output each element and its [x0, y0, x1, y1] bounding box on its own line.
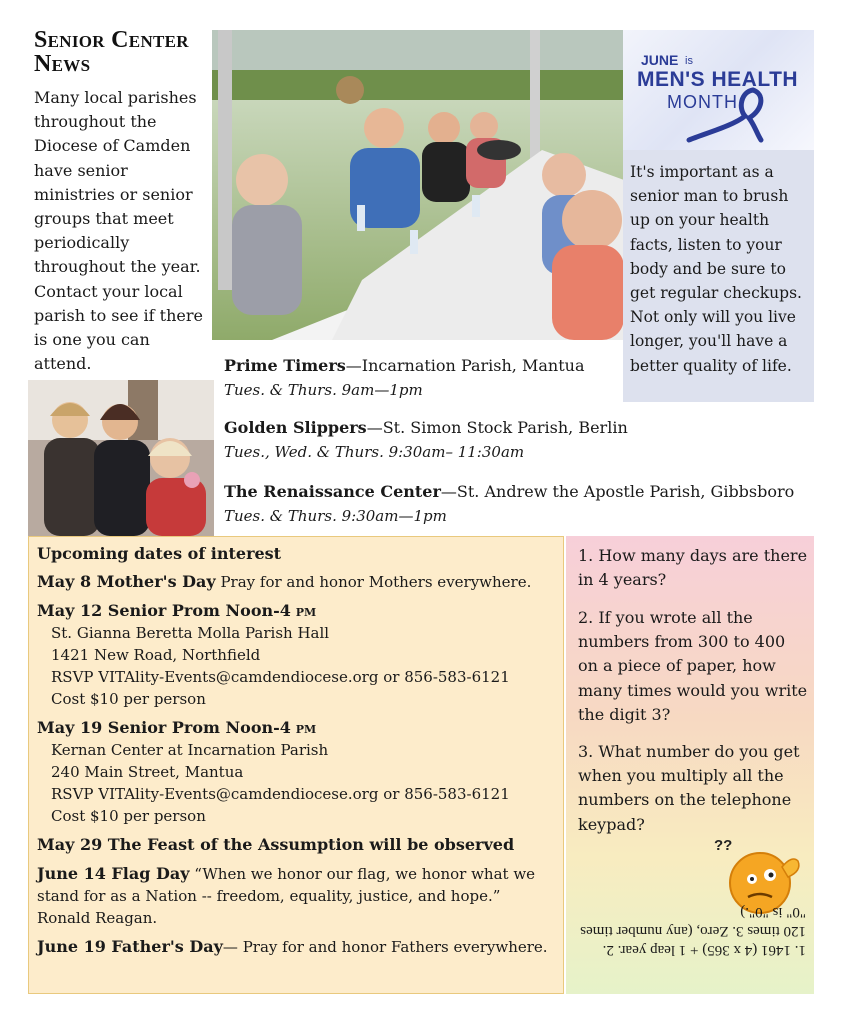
- picnic-photo: [212, 30, 624, 340]
- mens-health-panel: [623, 30, 814, 402]
- flag-day-item: [37, 863, 555, 929]
- prom1-cost: Cost $10 per person: [51, 690, 206, 708]
- group-golden-slippers: [224, 416, 824, 464]
- flag-day-text: “When we honor our flag, we honor what we stand for as a Nation -- freedom, equality, justice, and hope.” Ronald Reagan.: [37, 865, 536, 927]
- banner-mens-health: MEN'S HEALTH: [637, 68, 799, 91]
- group-name: Golden Slippers: [224, 418, 367, 437]
- mothers-day-text: Pray for and honor Mothers everywhere.: [215, 573, 532, 591]
- upcoming-dates-panel: [28, 536, 564, 994]
- page-title: Senior Center News: [34, 27, 189, 77]
- quiz-question-3: 3. What number do you get when you multiply all the numbers on the telephone keypad?: [578, 742, 800, 834]
- fathers-day-label: June 19 Father's Day: [37, 937, 223, 956]
- fathers-day-text: — Pray for and honor Fathers everywhere.: [222, 938, 548, 956]
- group-parish: —Incarnation Parish, Mantua: [345, 356, 585, 375]
- group-renaissance-center: [224, 480, 824, 528]
- mothers-day-item: [37, 571, 555, 593]
- prom1-address: 1421 New Road, Northfield: [51, 646, 261, 664]
- mens-health-text: It's important as a senior man to brush up on your health facts, listen to your body and be sure to get regular checkups. Not only will you live longer, you'll have a better quality of life.: [630, 163, 802, 375]
- mens-health-banner: [623, 30, 814, 150]
- assumption-item: May 29 The Feast of the Assumption will be observed: [37, 835, 515, 854]
- emoji-question-marks: ??: [714, 837, 733, 854]
- group-prime-timers: [224, 354, 824, 402]
- quiz-answers: 1. 1461 (4 x 365) + 1 leap year. 2. 120 times 3. Zero, (any number times "0" is "0".): [580, 904, 806, 958]
- prom1-pm: pm: [295, 601, 317, 620]
- prom1-label: May 12 Senior Prom Noon-4: [37, 601, 291, 620]
- prom1-venue: St. Gianna Beretta Molla Parish Hall: [51, 624, 330, 642]
- prom2-rsvp: RSVP VITAlity-Events@camdendiocese.org or 856-583-6121: [51, 785, 510, 803]
- group-schedule: Tues. & Thurs. 9am—1pm: [224, 381, 423, 399]
- quiz-question-1: 1. How many days are there in 4 years?: [578, 546, 808, 590]
- flag-day-label: June 14 Flag Day: [37, 864, 190, 883]
- group-parish: —St. Andrew the Apostle Parish, Gibbsboro: [440, 482, 795, 501]
- prom2-label: May 19 Senior Prom Noon-4: [37, 718, 291, 737]
- ribbon-icon: [683, 86, 773, 144]
- fathers-day-item: [37, 936, 555, 958]
- banner-june: JUNE: [641, 52, 679, 68]
- group-name: Prime Timers: [224, 356, 346, 375]
- seniors-photo: [28, 380, 214, 536]
- banner-is: is: [685, 55, 693, 67]
- prom1-rsvp: RSVP VITAlity-Events@camdendiocese.org or 856-583-6121: [51, 668, 510, 686]
- intro-text: Many local parishes throughout the Diocese of Camden have senior ministries or senior groups that meet periodically throughout the year. Contact your local parish to see if there is one you can attend.: [34, 88, 203, 374]
- mothers-day-label: May 8 Mother's Day: [37, 572, 216, 591]
- group-schedule: Tues. & Thurs. 9:30am—1pm: [224, 507, 447, 525]
- group-parish: —St. Simon Stock Parish, Berlin: [366, 418, 628, 437]
- quiz-question-2: 2. If you wrote all the numbers from 300 to 400 on a piece of paper, how many times would you write the digit 3?: [578, 608, 808, 724]
- prom1-item: [37, 600, 555, 710]
- dates-heading: Upcoming dates of interest: [37, 544, 282, 563]
- prom2-address: 240 Main Street, Mantua: [51, 763, 244, 781]
- group-name: The Renaissance Center: [224, 482, 441, 501]
- prom2-item: [37, 717, 555, 827]
- prom2-cost: Cost $10 per person: [51, 807, 206, 825]
- banner-month: MONTH: [667, 92, 738, 112]
- prom2-pm: pm: [295, 718, 317, 737]
- prom2-venue: Kernan Center at Incarnation Parish: [51, 741, 329, 759]
- quiz-panel: [566, 536, 814, 994]
- group-schedule: Tues., Wed. & Thurs. 9:30am– 11:30am: [224, 443, 525, 461]
